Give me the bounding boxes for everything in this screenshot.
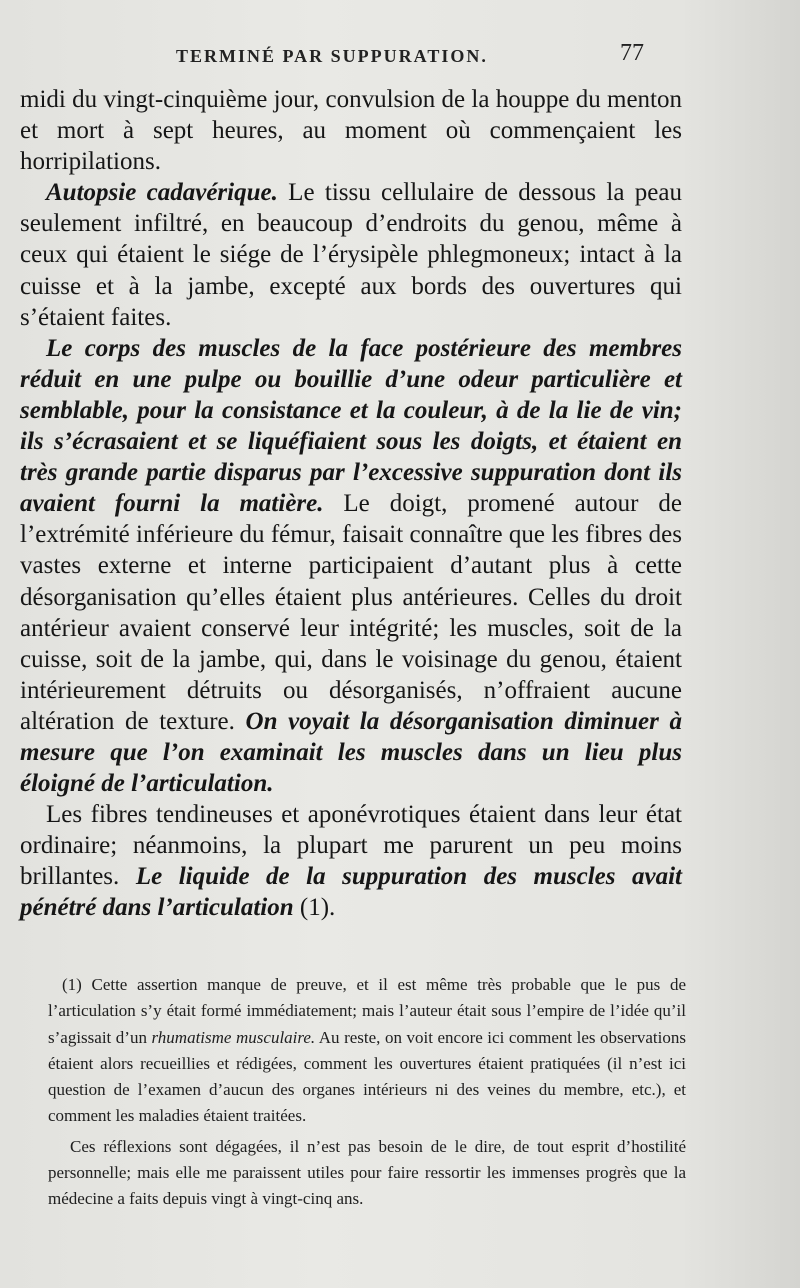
page-number: 77 [620,40,644,66]
footnote-1-italic: rhumatisme musculaire. [151,1027,316,1047]
footnote-reference: (1). [293,894,336,922]
footnote-2 [48,1134,686,1213]
footnote-2-text: Ces réflexions sont dégagées, il n’est pas besoin de le dire, de tout esprit d’hostilité personnelle; mais elle me paraissent utiles pour faire ressortir les immenses progrès que la médecine a faits depuis vingt à vingt-cinq ans. [48,1136,686,1209]
footnotes [48,972,686,1213]
running-head [0,40,800,70]
footnote-1-text-a: (1) Cette assertion manque de preuve, et il est même très probable que le pus de l’articulation s’y était formé immédiatement; mais l’auteur était sous l’empire de l’idée qu’il s’agissait d’un [48,975,686,1047]
paragraph-1 [20,84,682,177]
muscles-italic-passage: Le corps des muscles de la face postérieure des membres réduit en une pulpe ou bouillie d’une odeur particulière et semblable, pour la consistance et la couleur, à de la lie de vin; ils s’écrasaient et se liquéfiaient sous les doigts, et étaient en très grande partie disparus par l’excessive suppuration dont ils avaient fourni la matière. [20,334,682,518]
muscles-text: Le doigt, promené autour de l’extrémité inférieure du fémur, faisait connaître que les fibres des vastes externe et interne participaient d’autant plus à cette désorganisation qu’elles étaient plus antérieures. Celles du droit antérieur avaient conservé leur intégrité; les muscles, soit de la cuisse, soit de la jambe, qui, dans le voisinage du genou, étaient intérieurement détruits ou désorganisés, n’offraient aucune altération de texture. [20,490,683,735]
fibres-italic: Le liquide de la suppuration des muscles avait pénétré dans l’articulation [20,863,683,922]
autopsie-text: Le tissu cellulaire de dessous la peau seulement infiltré, en beaucoup d’endroits du genou, même à ceux qui étaient le siége de l’érysipèle phlegmoneux; intact à la cuisse et à la jambe, excepté aux bords des ouvertures qui s’étaient faites. [20,179,682,331]
paragraph-autopsie [20,177,682,332]
fibres-text: Les fibres tendineuses et aponévrotiques étaient dans leur état ordinaire; néanmoins, la plupart me parurent un peu moins brillantes. [20,801,682,891]
paragraph-muscles [20,333,682,799]
paragraph-fibres [20,799,682,923]
paragraph-1-text: midi du vingt-cinquième jour, convulsion de la houppe du menton et mort à sept heures, au moment où commençaient les horripilations. [20,86,682,176]
muscles-italic-end: On voyait la désorganisation diminuer à mesure que l’on examinait les muscles dans un lieu plus éloigné de l’articulation. [20,707,682,798]
running-head-title: TERMINÉ PAR SUPPURATION. [176,46,488,66]
footnote-1 [48,972,686,1130]
autopsie-label: Autopsie cadavérique. [46,179,278,207]
body-text [20,84,682,924]
footnote-1-text-b: Au reste, on voit encore ici comment les observations étaient alors recueillies et rédigées, comment les ouvertures étaient pratiquées (il n’est ici question de l’examen d’aucun des organes intérieurs ni des veines du membre, etc.), et comment les maladies étaient traitées. [48,1027,686,1126]
